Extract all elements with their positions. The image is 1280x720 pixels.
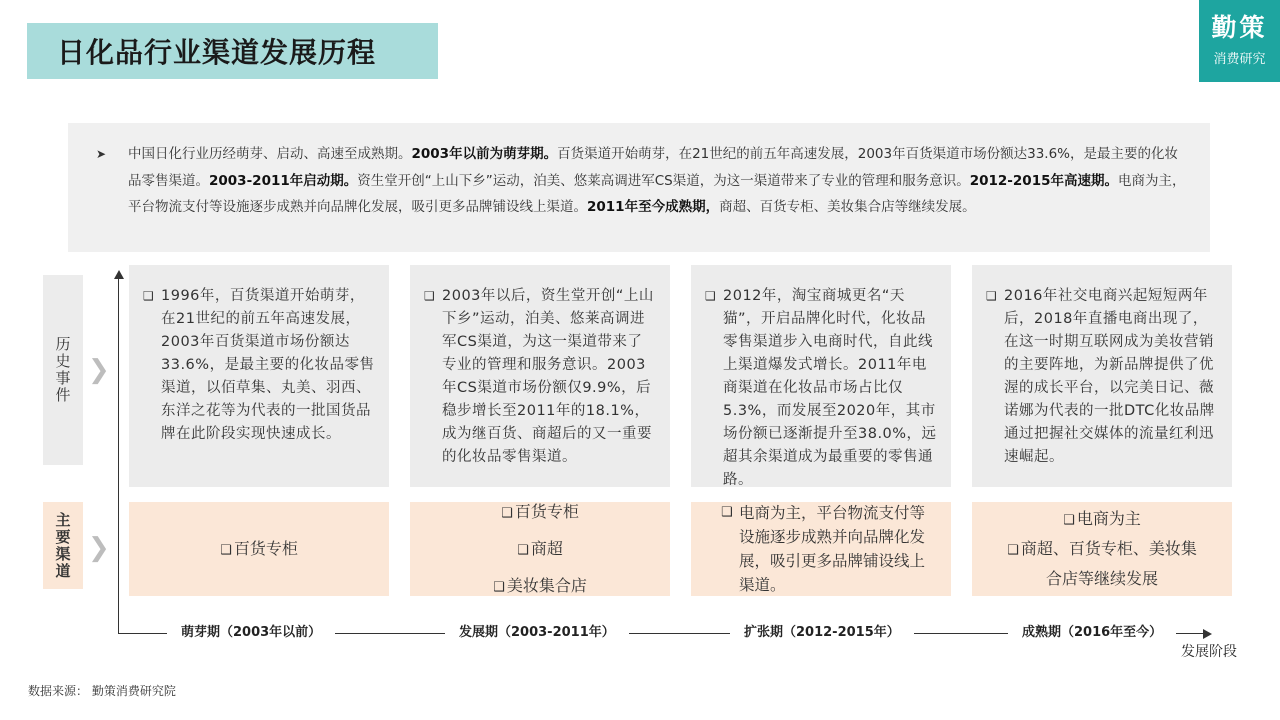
logo-subtitle: 消费研究 — [1213, 52, 1266, 67]
channel-box-3 — [691, 502, 951, 596]
checkbox-bullet-icon: ❑ — [517, 542, 529, 558]
summary-highlight: 2011年至今成熟期， — [587, 199, 720, 215]
checkbox-bullet-icon: ❑ — [493, 579, 505, 595]
chevron-right-icon: ❯ — [88, 355, 110, 385]
event-box-2 — [410, 265, 670, 487]
checkbox-bullet-icon: ❑ — [1007, 543, 1019, 558]
vertical-axis-arrow-icon — [114, 270, 124, 279]
summary-text — [128, 146, 1185, 215]
checkbox-bullet-icon: ❑ — [705, 289, 717, 303]
summary-segment: 中国日化行业历经萌芽、启动、高速至成熟期。 — [128, 146, 412, 162]
data-source: 数据来源： 勤策消费研究院 — [28, 684, 176, 698]
channel-item: ❑ 商超 — [517, 538, 563, 558]
event-text-2: 2003年以后，资生堂开创“上山下乡”运动，泊美、悠莱高调进军CS渠道，为这一渠道带来了专业的管理和服务意识。2003年CS渠道市场份额仅9.9%，后稳步增长至2011年的18.1%，成为继百货、商超后的又一重要的化妆品零售渠道。 — [442, 288, 654, 465]
checkbox-bullet-icon: ❑ — [220, 542, 232, 558]
stage-label-2: 发展期（2003-2011年） — [445, 622, 629, 644]
row-label-channels: 主要渠道 — [43, 502, 83, 589]
channel-item: ❑ 商超、百货专柜、美妆集合店等继续发展 — [1007, 539, 1197, 588]
brand-logo — [1199, 0, 1280, 82]
channel-box-4 — [972, 502, 1232, 596]
channel-box-1 — [129, 502, 389, 596]
summary-segment: 电商为主，平台物流支付等设施逐步成熟并向品牌化发展，吸引更多品牌铺设线上渠道。 — [128, 172, 1186, 215]
page-title: 日化品行业渠道发展历程 — [57, 36, 377, 69]
channel-item: ❑ 电商为主 — [1063, 509, 1141, 528]
summary-segment: 资生堂开创“上山下乡”运动，泊美、悠莱高调进军CS渠道，为这一渠道带来了专业的管理和服务意识。 — [357, 172, 970, 189]
event-box-1 — [129, 265, 389, 487]
row-label-events: 历史事件 — [43, 275, 83, 465]
event-box-3 — [691, 265, 951, 487]
checkbox-bullet-icon: ❑ — [143, 289, 155, 303]
event-box-4 — [972, 265, 1232, 487]
stage-label-3: 扩张期（2012-2015年） — [730, 622, 914, 644]
arrow-bullet-icon: ➤ — [96, 147, 107, 161]
checkbox-bullet-icon: ❑ — [501, 505, 513, 521]
checkbox-bullet-icon: ❑ — [424, 289, 436, 303]
stage-label-4: 成熟期（2016年至今） — [1008, 622, 1176, 644]
summary-segment: 商超、百货专柜、美妆集合店等继续发展。 — [719, 199, 976, 215]
channel-item: ❑ 百货专柜 — [501, 501, 579, 521]
channel-item: ❑ 电商为主，平台物流支付等设施逐步成熟并向品牌化发展，吸引更多品牌铺设线上渠道。 — [721, 501, 927, 597]
summary-highlight: 2003年以前为萌芽期。 — [411, 146, 558, 162]
checkbox-bullet-icon: ❑ — [1063, 513, 1075, 528]
summary-highlight: 2003-2011年启动期。 — [209, 172, 358, 189]
stage-label-1: 萌芽期（2003年以前） — [167, 622, 335, 644]
summary-highlight: 2012-2015年高速期。 — [969, 172, 1118, 189]
summary-segment: 百货渠道开始萌芽，在21世纪的前五年高速发展，2003年百货渠道市场份额达33.6%，是最主要的化妆品零售渠道。 — [128, 146, 1178, 189]
event-text-1: 1996年，百货渠道开始萌芽，在21世纪的前五年高速发展，2003年百货渠道市场份额达33.6%，是最主要的化妆品零售渠道，以佰草集、丸美、羽西、东洋之花等为代表的一批国货品牌在此阶段实现快速成长。 — [161, 288, 375, 442]
timeline-arrow-icon — [1203, 629, 1212, 639]
checkbox-bullet-icon: ❑ — [721, 505, 733, 520]
channel-box-2 — [410, 502, 670, 596]
summary-box — [68, 123, 1210, 252]
title-banner — [27, 23, 438, 79]
chevron-right-icon: ❯ — [88, 533, 110, 563]
checkbox-bullet-icon: ❑ — [986, 289, 998, 303]
axis-label: 发展阶段 — [1181, 644, 1237, 660]
logo-name: 勤策 — [1211, 13, 1268, 42]
channel-item: ❑ 美妆集合店 — [493, 575, 587, 595]
channel-item: ❑ 百货专柜 — [220, 538, 298, 558]
event-text-3: 2012年，淘宝商城更名“天猫”，开启品牌化时代，化妆品零售渠道步入电商时代，自此线上渠道爆发式增长。2011年电商渠道在化妆品市场占比仅5.3%，而发展至2020年，其市场份额已逐渐提升至38.0%，远超其余渠道成为最重要的零售通路。 — [723, 288, 937, 488]
event-text-4: 2016年社交电商兴起短短两年后，2018年直播电商出现了，在这一时期互联网成为美妆营销的主要阵地，为新品牌提供了优渥的成长平台，以完美日记、薇诺娜为代表的一批DTC化妆品牌通过把握社交媒体的流量红利迅速崛起。 — [1004, 288, 1215, 465]
vertical-axis — [118, 278, 119, 633]
